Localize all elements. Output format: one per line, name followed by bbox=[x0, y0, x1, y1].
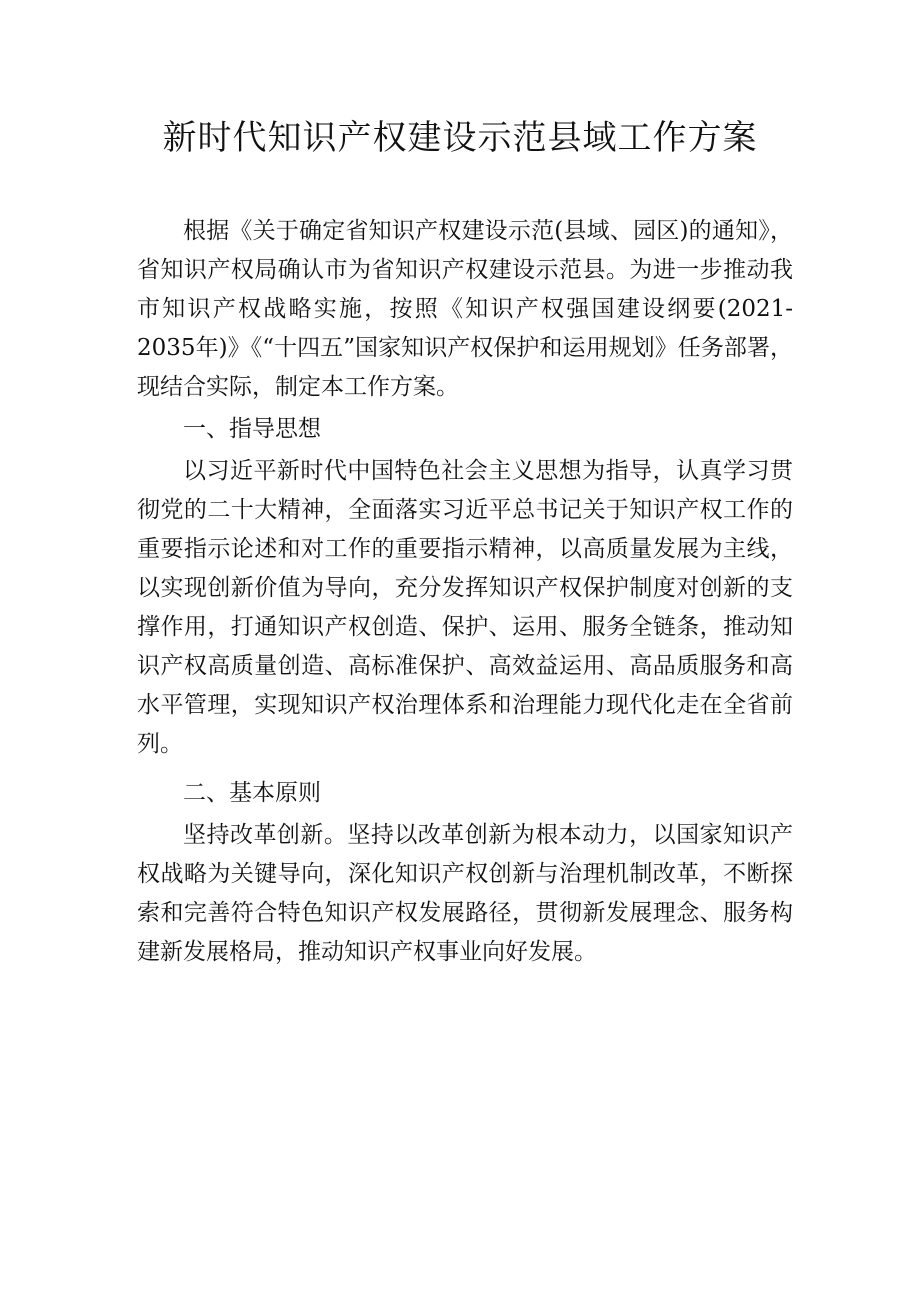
section-heading-guiding-ideology: 一、指导思想 bbox=[183, 416, 321, 442]
document-body bbox=[137, 212, 793, 972]
basic-principles-paragraph: 坚持改革创新。坚持以改革创新为根本动力，以国家知识产权战略为关键导向，深化知识产权创新与治理机制改革，不断探索和完善符合特色知识产权发展路径，贯彻新发展理念、服务构建新发展格局，推动知识产权事业向好发展。 bbox=[137, 822, 793, 965]
guiding-ideology-paragraph: 以习近平新时代中国特色社会主义思想为指导，认真学习贯彻党的二十大精神，全面落实习近平总书记关于知识产权工作的重要指示论述和对工作的重要指示精神，以高质量发展为主线，以实现创新价值为导向，充分发挥知识产权保护制度对创新的支撑作用，打通知识产权创造、保护、运用、服务全链条，推动知识产权高质量创造、高标准保护、高效益运用、高品质服务和高水平管理，实现知识产权治理体系和治理能力现代化走在全省前列。 bbox=[137, 458, 793, 757]
intro-paragraph: 根据《关于确定省知识产权建设示范(县域、园区)的通知》，省知识产权局确认市为省知识产权建设示范县。为进一步推动我市知识产权战略实施，按照《知识产权强国建设纲要(2021-2035年)》《“十四五”国家知识产权保护和运用规划》任务部署，现结合实际，制定本工作方案。 bbox=[137, 218, 793, 400]
section-heading-basic-principles: 二、基本原则 bbox=[183, 780, 321, 806]
document-title: 新时代知识产权建设示范县域工作方案 bbox=[162, 118, 758, 158]
